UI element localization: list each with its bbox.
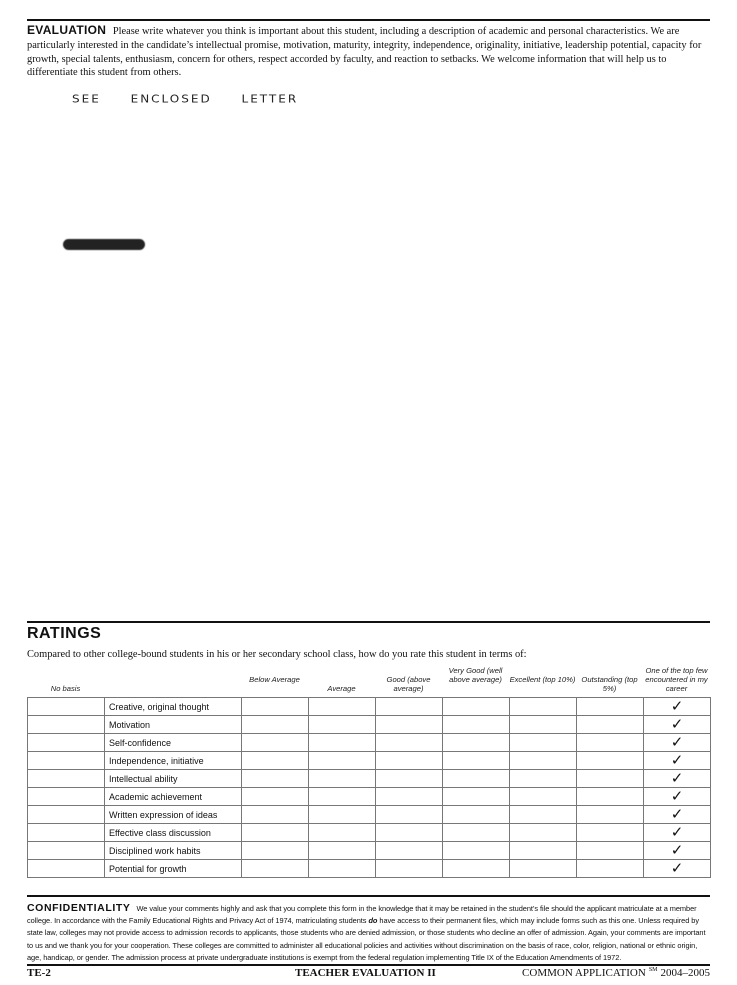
rating-cell[interactable] (309, 860, 376, 878)
checkmark-icon: ✓ (670, 841, 684, 859)
rating-cell[interactable] (376, 770, 443, 788)
publisher-info (522, 967, 710, 979)
page-code: TE-2 (27, 967, 51, 979)
evaluation-heading: EVALUATION (27, 23, 107, 37)
rating-row (28, 788, 711, 806)
rating-cell[interactable] (309, 806, 376, 824)
rating-cell[interactable] (644, 824, 711, 842)
rating-cell[interactable] (242, 752, 309, 770)
column-header-good: Good (above average) (386, 675, 431, 693)
rating-cell[interactable] (443, 842, 510, 860)
evaluation-instructions: Please write whatever you think is important about this student, including a description of academic and personal characteristics. We are particularly interested in the candidate’s intellectual promise, motivation, maturity, integrity, independence, originality, initiative, leadership potential, capacity for growth, special talents, enthusiasm, concern for others, respect accorded by faculty, and reaction to setbacks. We welcome information that will help us to differentiate this student from others. (27, 26, 702, 79)
rating-cell[interactable] (510, 860, 577, 878)
rating-cell[interactable] (376, 860, 443, 878)
checkmark-icon: ✓ (670, 751, 684, 769)
rating-cell[interactable] (309, 788, 376, 806)
rating-row (28, 842, 711, 860)
confidentiality-emphasis: do (368, 916, 378, 926)
rating-criterion-label: Academic achievement (105, 788, 242, 806)
rating-cell[interactable] (242, 824, 309, 842)
rating-cell[interactable] (644, 716, 711, 734)
rating-row (28, 770, 711, 788)
rating-cell[interactable] (443, 716, 510, 734)
rating-cell[interactable] (242, 770, 309, 788)
rating-cell[interactable] (510, 752, 577, 770)
confidentiality-heading: CONFIDENTIALITY (27, 902, 131, 914)
rating-cell[interactable] (242, 734, 309, 752)
rating-criterion-label: Potential for growth (105, 860, 242, 878)
rating-cell[interactable] (644, 842, 711, 860)
rating-criterion-label: Motivation (105, 716, 242, 734)
rating-cell[interactable] (376, 824, 443, 842)
rating-cell[interactable] (28, 770, 105, 788)
checkmark-icon: ✓ (670, 769, 684, 787)
rating-cell[interactable] (28, 788, 105, 806)
rating-cell[interactable] (309, 698, 376, 716)
checkmark-icon: ✓ (670, 733, 684, 751)
footer-rule (27, 964, 710, 966)
rating-cell[interactable] (242, 806, 309, 824)
rating-criterion-label: Written expression of ideas (105, 806, 242, 824)
redacted-signature-mark (63, 239, 145, 250)
rating-criterion-label: Independence, initiative (105, 752, 242, 770)
rating-cell[interactable] (644, 752, 711, 770)
rating-cell[interactable] (577, 860, 644, 878)
rating-cell[interactable] (28, 860, 105, 878)
rating-cell[interactable] (309, 842, 376, 860)
rating-cell[interactable] (309, 752, 376, 770)
rating-cell[interactable] (644, 770, 711, 788)
checkmark-icon: ✓ (670, 715, 684, 733)
rating-cell[interactable] (443, 698, 510, 716)
handwritten-response[interactable] (72, 93, 322, 105)
column-header-excellent: Excellent (top 10%) (509, 675, 576, 684)
rating-cell[interactable] (242, 698, 309, 716)
rating-cell[interactable] (376, 788, 443, 806)
column-header-top-few: One of the top few encountered in my career (645, 666, 708, 693)
rating-criterion-label: Intellectual ability (105, 770, 242, 788)
rating-cell[interactable] (242, 716, 309, 734)
rating-cell[interactable] (28, 716, 105, 734)
rating-cell[interactable] (644, 734, 711, 752)
rating-cell[interactable] (510, 842, 577, 860)
column-header-average: Average (327, 684, 356, 693)
column-header-no-basis: No basis (50, 684, 81, 693)
confidentiality-section (27, 902, 713, 964)
rating-cell[interactable] (376, 806, 443, 824)
checkmark-icon: ✓ (670, 697, 684, 715)
rating-cell[interactable] (510, 734, 577, 752)
rating-row (28, 752, 711, 770)
rating-cell[interactable] (443, 752, 510, 770)
rating-cell[interactable] (309, 770, 376, 788)
rating-cell[interactable] (510, 716, 577, 734)
rating-cell[interactable] (577, 806, 644, 824)
rating-cell[interactable] (510, 824, 577, 842)
rating-cell[interactable] (28, 806, 105, 824)
rating-cell[interactable] (376, 752, 443, 770)
confidentiality-text-continued: have access to their permanent files, which may include forms such as this one. Unless required by state law, colleges may not provide access to admission records to applicants, those students who are denied admission, or those students who decline an offer of admission. Again, your comments are important to us and we thank you for your cooperation. These colleges are committed to administer all educational policies and activities without discrimination on the basis of race, color, religion, national or ethnic origin, age, handicap, or gender. The admission process at private undergraduate institutions is exempt from the federal regulation implementing Title IX of the Education Amendments of 1972. (27, 916, 706, 962)
rating-cell[interactable] (28, 752, 105, 770)
rating-cell[interactable] (510, 806, 577, 824)
rating-criterion-label: Effective class discussion (105, 824, 242, 842)
rating-row (28, 698, 711, 716)
rating-cell[interactable] (577, 698, 644, 716)
rating-cell[interactable] (376, 734, 443, 752)
rating-row (28, 734, 711, 752)
rating-cell[interactable] (309, 824, 376, 842)
rating-cell[interactable] (443, 860, 510, 878)
checkmark-icon: ✓ (670, 859, 684, 877)
rating-criterion-label: Disciplined work habits (105, 842, 242, 860)
rating-criterion-label: Self-confidence (105, 734, 242, 752)
rating-cell[interactable] (28, 734, 105, 752)
rating-cell[interactable] (309, 734, 376, 752)
rating-cell[interactable] (28, 842, 105, 860)
form-years: 2004–2005 (660, 967, 710, 979)
rating-cell[interactable] (510, 788, 577, 806)
rating-cell[interactable] (28, 698, 105, 716)
ratings-rule (27, 621, 710, 623)
rating-cell[interactable] (644, 806, 711, 824)
rating-cell[interactable] (510, 770, 577, 788)
rating-cell[interactable] (644, 698, 711, 716)
rating-cell[interactable] (443, 788, 510, 806)
rating-cell[interactable] (577, 716, 644, 734)
rating-row (28, 824, 711, 842)
rating-cell[interactable] (443, 770, 510, 788)
confidentiality-rule (27, 895, 710, 897)
checkmark-icon: ✓ (670, 823, 684, 841)
top-rule (27, 19, 710, 21)
rating-cell[interactable] (577, 734, 644, 752)
column-header-below-average: Below Average (249, 675, 300, 684)
page-footer (27, 967, 710, 981)
rating-cell[interactable] (242, 860, 309, 878)
rating-cell[interactable] (443, 806, 510, 824)
ratings-title: RATINGS (27, 625, 102, 642)
rating-cell[interactable] (376, 716, 443, 734)
evaluation-section (27, 24, 717, 80)
rating-cell[interactable] (577, 824, 644, 842)
checkmark-icon: ✓ (670, 805, 684, 823)
rating-cell[interactable] (443, 824, 510, 842)
rating-row (28, 860, 711, 878)
rating-cell[interactable] (577, 842, 644, 860)
form-name: TEACHER EVALUATION II (295, 967, 436, 979)
rating-cell[interactable] (443, 734, 510, 752)
column-header-outstanding: Outstanding (top 5%) (581, 675, 638, 693)
rating-cell[interactable] (376, 842, 443, 860)
checkmark-icon: ✓ (670, 787, 684, 805)
rating-cell[interactable] (644, 788, 711, 806)
service-mark: SM (648, 967, 658, 974)
rating-cell[interactable] (309, 716, 376, 734)
handwritten-word: SEE (72, 93, 101, 105)
column-header-very-good: Very Good (well above average) (448, 666, 503, 684)
ratings-table (27, 697, 711, 878)
rating-row (28, 806, 711, 824)
rating-cell[interactable] (577, 788, 644, 806)
rating-cell[interactable] (644, 860, 711, 878)
publisher: COMMON APPLICATION (522, 967, 646, 979)
ratings-question: Compared to other college-bound students in his or her secondary school class, how do you rate this student in terms of: (27, 649, 527, 660)
rating-cell[interactable] (577, 752, 644, 770)
rating-cell[interactable] (577, 770, 644, 788)
rating-cell[interactable] (242, 788, 309, 806)
rating-criterion-label: Creative, original thought (105, 698, 242, 716)
confidentiality-text: We value your comments highly and ask that you complete this form in the knowledge that it may be retained in the student’s file should the applicant matriculate at a member college. In accordance with the Family Educational Rights and Privacy Act of 1974, matriculating students (27, 904, 697, 926)
rating-cell[interactable] (510, 698, 577, 716)
rating-row (28, 716, 711, 734)
handwritten-word: ENCLOSED (130, 93, 212, 105)
rating-cell[interactable] (376, 698, 443, 716)
rating-cell[interactable] (242, 842, 309, 860)
rating-cell[interactable] (28, 824, 105, 842)
handwritten-word: LETTER (241, 93, 299, 105)
